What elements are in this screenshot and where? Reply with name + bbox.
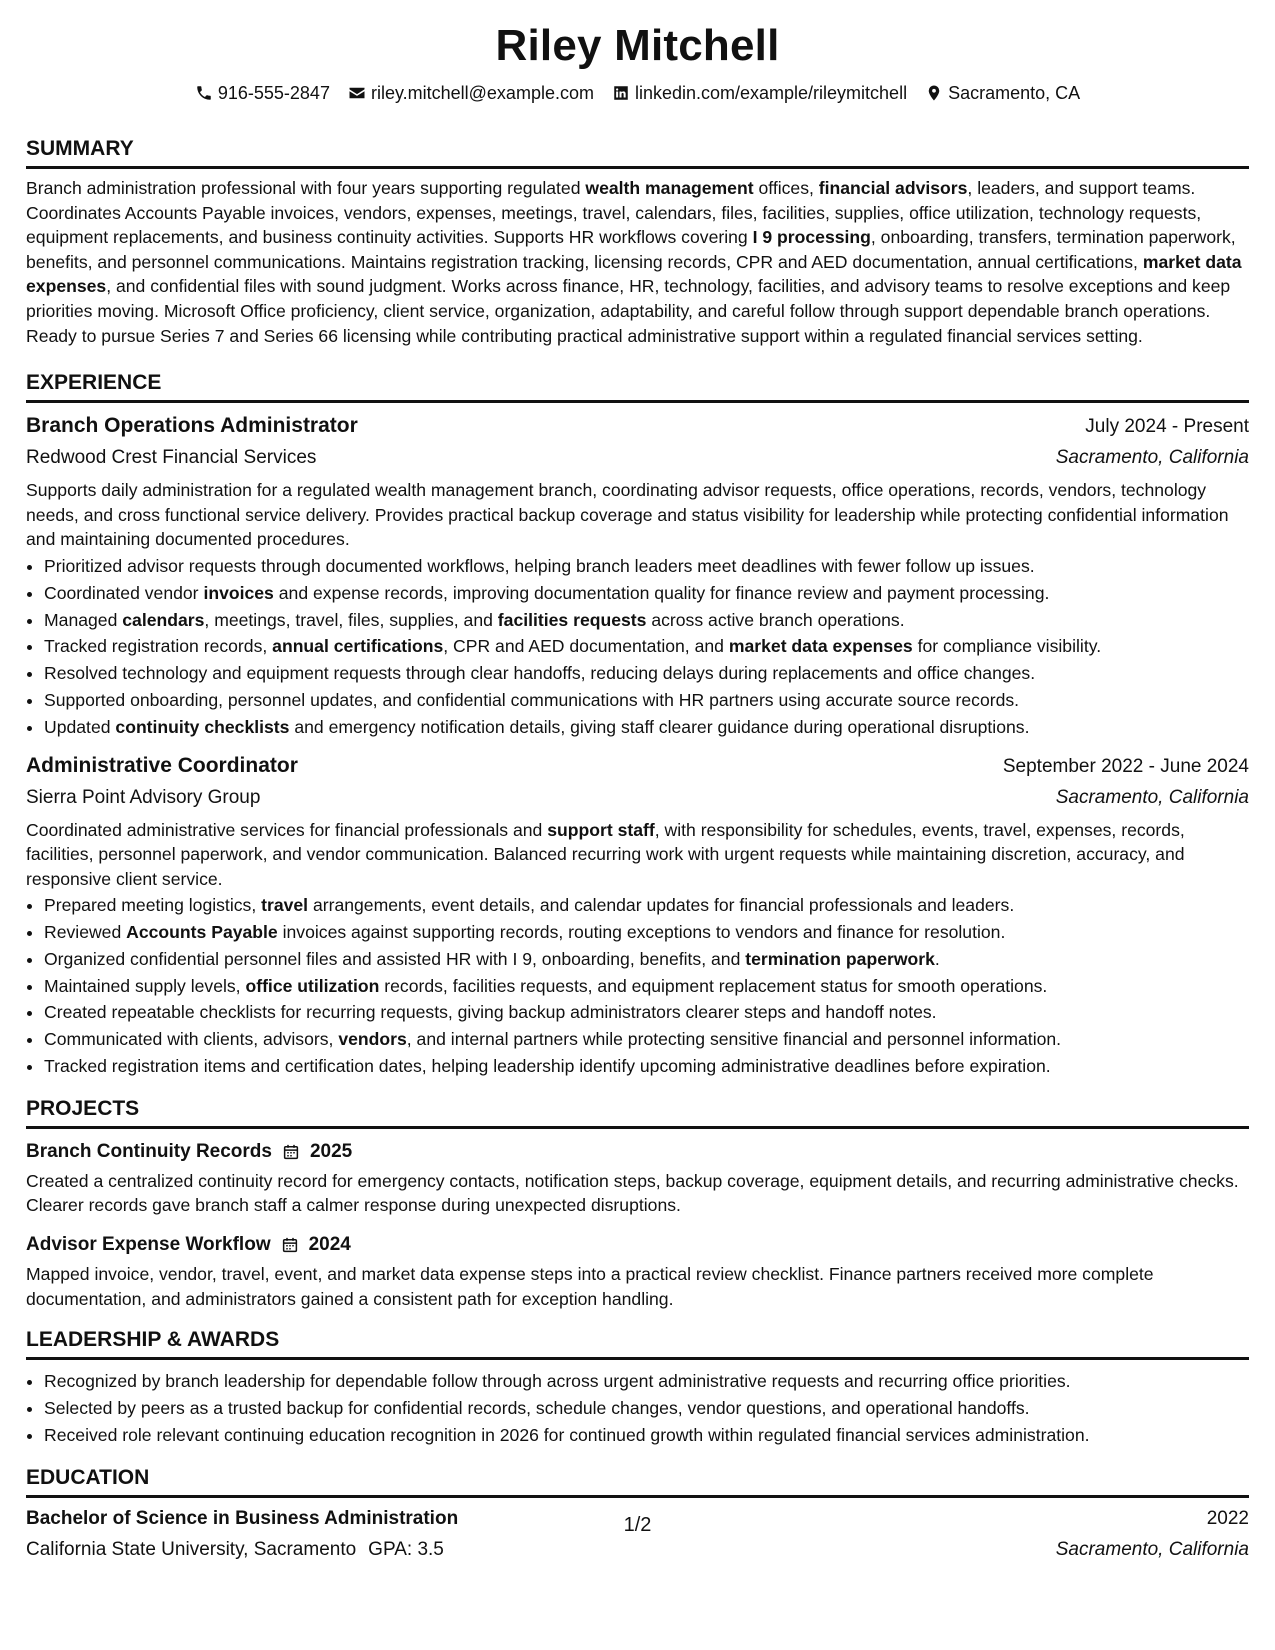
summary-text: Branch administration professional with four years supporting regulated wealth management offices, financial advisors, leaders, and support teams. Coordinates Accounts Payable invoices, vendors, expenses, meetings, travel, calendars, files, facilities, supplies, office utilization, technology requests, equipment replacements, and business continuity activities. Supports HR workflows covering I 9 processing, onboarding, transfers, termination paperwork, benefits, and personnel communications. Maintains registration tracking, licensing records, CPR and AED documentation, annual certifications, market data expenses, and confidential files with sound judgment. Works across finance, HR, technology, facilities, and advisory teams to resolve exceptions and keep priorities moving. Microsoft Office proficiency, client service, organization, adaptability, and careful follow through support dependable branch operations. Ready to pursue Series 7 and Series 66 licensing while contributing practical administrative support within a regulated financial services setting. [26,178,1242,346]
project-description: Created a centralized continuity record for emergency contacts, notification steps, backup coverage, equipment details, and recurring administrative checks. Clearer records gave branch staff a calmer response during unexpected disruptions. [26,1170,1239,1216]
awards-list [26,1368,1249,1448]
project-name: Branch Continuity Records [26,1140,272,1162]
gpa: GPA: 3.5 [368,1538,444,1560]
project-entry [26,1137,1249,1218]
bold-keyword: invoices [203,582,274,603]
phone-icon [195,84,213,102]
bold-keyword: market data expenses [728,636,913,657]
bold-keyword: Accounts Payable [126,922,278,943]
linkedin-icon [612,84,630,102]
job-bullets [26,892,1249,1080]
bullet-item: • Prioritized advisor requests through documented workflows, helping branch leaders meet deadlines with fewer follow up issues. [44,553,1249,580]
envelope-icon [348,84,366,102]
school-location: Sacramento, California [1055,1538,1249,1560]
map-pin-icon [925,84,943,102]
location-text: Sacramento, CA [948,82,1081,103]
job-dates: September 2022 - June 2024 [1002,755,1249,777]
calendar-icon [281,1236,299,1254]
bold-keyword: vendors [338,1029,407,1050]
company-name: Sierra Point Advisory Group [26,786,261,808]
contact-bar [26,80,1249,106]
bold-keyword: travel [261,895,309,916]
candidate-name: Riley Mitchell [495,21,780,70]
bullet-item: • Prepared meeting logistics, travel arrangements, event details, and calendar updates for financial professionals and leaders. [44,892,1249,919]
bold-keyword: annual certifications [272,636,444,657]
bold-keyword: I 9 processing [752,227,871,248]
graduation-year: 2022 [1206,1507,1249,1529]
job-title: Branch Operations Administrator [26,414,358,438]
bullet-item: • Created repeatable checklists for recurring requests, giving backup administrators clearer steps and handoff notes. [44,999,1249,1026]
award-item: • Received role relevant continuing education recognition in 2026 for continued growth within regulated financial services administration. [44,1422,1249,1449]
bold-keyword: financial advisors [818,178,968,198]
bullet-item: • Reviewed Accounts Payable invoices against supporting records, routing exceptions to vendors and finance for resolution. [44,919,1249,946]
bullet-item: • Tracked registration items and certification dates, helping leadership identify upcoming administrative deadlines before expiration. [44,1053,1249,1080]
project-year: 2024 [308,1234,351,1256]
degree: Bachelor of Science in Business Administration [26,1507,459,1529]
school-name: California State University, Sacramento [26,1538,357,1560]
project-description: Mapped invoice, vendor, travel, event, and market data expense steps into a practical review checklist. Finance partners received more complete documentation, and administrators gained a consistent path for exception handling. [26,1264,1154,1309]
calendar-icon [282,1143,300,1161]
contact-location [925,83,1080,104]
job-dates: July 2024 - Present [1085,416,1249,438]
contact-linkedin[interactable] [612,83,907,104]
bold-keyword: facilities requests [497,609,647,630]
job-description: Supports daily administration for a regulated wealth management branch, coordinating advisor requests, office operations, records, vendors, technology needs, and cross functional service delivery. Provides practical backup coverage and status visibility for leadership while protecting confidential information and maintaining documented procedures. [26,480,1229,550]
bullet-item: • Communicated with clients, advisors, vendors, and internal partners while protecting sensitive financial and personnel information. [44,1026,1249,1053]
job-entry [26,411,1249,740]
bullet-item: • Updated continuity checklists and emergency notification details, giving staff clearer guidance during operational disruptions. [44,714,1249,741]
bold-keyword: wealth management [585,178,754,198]
job-description: Coordinated administrative services for financial professionals and support staff, with responsibility for schedules, events, travel, expenses, records, facilities, personnel paperwork, and vendor communication. Balanced recurring work with urgent requests while maintaining discretion, accuracy, and responsive client service. [26,819,1185,889]
summary-heading: SUMMARY [26,136,1249,169]
contact-email[interactable] [348,83,594,104]
award-item: • Recognized by branch leadership for dependable follow through across urgent administrative requests and recurring office priorities. [44,1368,1249,1395]
bold-keyword: support staff [547,819,655,840]
awards-list-wrap [26,1368,1249,1448]
company-name: Redwood Crest Financial Services [26,447,317,469]
project-year: 2025 [309,1140,353,1162]
project-entry [26,1230,1249,1311]
job-title: Administrative Coordinator [26,753,298,777]
job-entry [26,751,1249,1080]
award-item: • Selected by peers as a trusted backup for confidential records, schedule changes, vendor questions, and operational handoffs. [44,1395,1249,1422]
bullet-item: • Supported onboarding, personnel updates, and confidential communications with HR partners using accurate source records. [44,687,1249,714]
bullet-item: • Managed calendars, meetings, travel, files, supplies, and facilities requests across active branch operations. [44,607,1249,634]
bullet-item: • Maintained supply levels, office utilization records, facilities requests, and equipment replacement status for smooth operations. [44,973,1249,1000]
bold-keyword: office utilization [245,975,380,996]
awards-heading: LEADERSHIP & AWARDS [26,1327,1249,1360]
experience-heading: EXPERIENCE [26,370,1249,403]
project-name: Advisor Expense Workflow [26,1234,271,1256]
bullet-item: • Organized confidential personnel files and assisted HR with I 9, onboarding, benefits, and termination paperwork. [44,946,1249,973]
bullet-item: • Coordinated vendor invoices and expense records, improving documentation quality for finance review and payment processing. [44,580,1249,607]
bold-keyword: calendars [122,609,205,630]
email-text: riley.mitchell@example.com [370,82,594,103]
projects-heading: PROJECTS [26,1096,1249,1129]
contact-phone[interactable] [195,83,330,104]
linkedin-text: linkedin.com/example/rileymitchell [634,82,908,103]
education-heading: EDUCATION [26,1465,1249,1498]
bold-keyword: termination paperwork [745,948,935,969]
job-location: Sacramento, California [1055,447,1249,469]
page-number: 1/2 [623,1514,652,1536]
bullet-item: • Tracked registration records, annual certifications, CPR and AED documentation, and market data expenses for compliance visibility. [44,633,1249,660]
job-location: Sacramento, California [1055,786,1249,808]
job-bullets [26,553,1249,741]
bullet-item: • Resolved technology and equipment requests through clear handoffs, reducing delays during replacements and office changes. [44,660,1249,687]
phone-text: 916-555-2847 [217,82,330,103]
bold-keyword: continuity checklists [115,716,290,737]
bold-keyword: market data expenses [26,251,1242,297]
